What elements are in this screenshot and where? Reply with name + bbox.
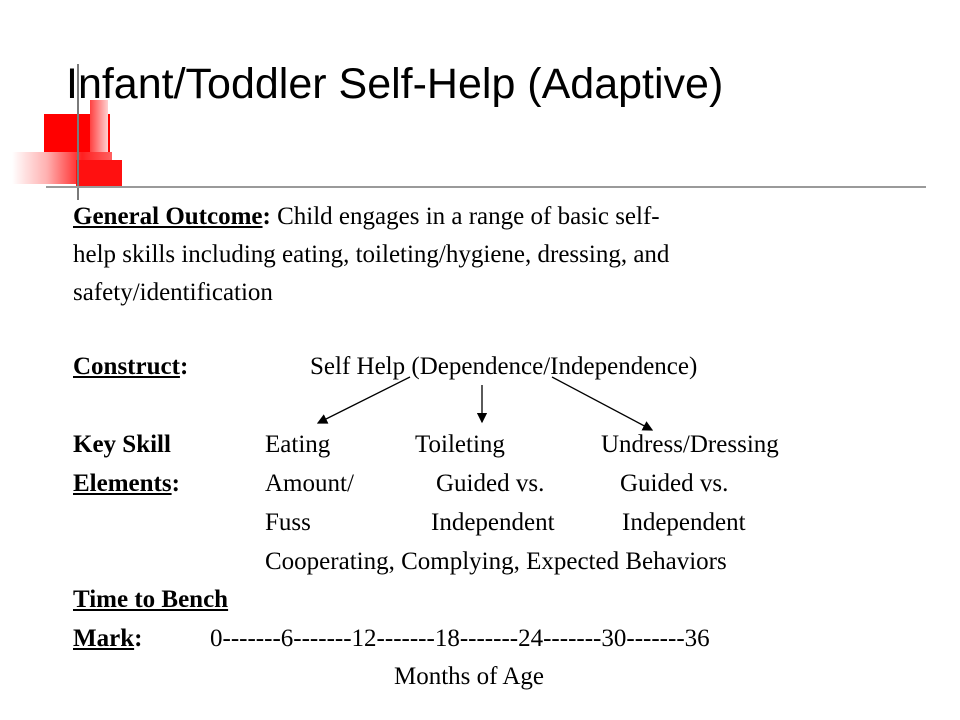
elements-colon: : xyxy=(171,470,180,497)
skill-eating-head: Eating xyxy=(265,431,331,458)
age-scale: 0-------6-------12-------18-------24-------30-------36 xyxy=(210,625,710,652)
elements-label-wrap xyxy=(73,464,180,503)
skill-eating-line2: Fuss xyxy=(265,509,311,536)
arrow-to-eating xyxy=(318,377,410,423)
skill-dressing-head: Undress/Dressing xyxy=(601,431,779,458)
page-title: Infant/Toddler Self-Help (Adaptive) xyxy=(66,60,724,108)
skill-shared-behaviors: Cooperating, Complying, Expected Behaviors xyxy=(265,548,727,575)
skill-dressing-line1: Guided vs. xyxy=(620,470,729,497)
general-outcome-line1: Child engages in a range of basic self- xyxy=(270,203,660,230)
mark-label-wrap xyxy=(73,619,142,658)
construct-label: Construct xyxy=(73,353,180,380)
mark-colon: : xyxy=(134,625,143,652)
age-scale-caption: Months of Age xyxy=(394,663,544,690)
mark-label: Mark xyxy=(73,625,135,652)
skill-toileting-line1: Guided vs. xyxy=(436,470,545,497)
general-outcome-colon: : xyxy=(262,203,271,230)
elements-label: Elements xyxy=(73,470,172,497)
skill-toileting-line2: Independent xyxy=(431,509,555,536)
skill-toileting-head: Toileting xyxy=(415,431,505,458)
general-outcome-label: General Outcome xyxy=(73,203,263,230)
skill-dressing-line2: Independent xyxy=(622,509,746,536)
construct-value: Self Help (Dependence/Independence) xyxy=(310,353,698,380)
skill-eating-line1: Amount/ xyxy=(265,470,354,497)
key-skill-label: Key Skill xyxy=(73,431,171,458)
time-to-bench-label: Time to Bench xyxy=(73,586,229,613)
general-outcome-line2: help skills including eating, toileting/hygiene, dressing, and xyxy=(73,241,670,268)
general-outcome-line3: safety/identification xyxy=(73,279,273,306)
construct-colon: : xyxy=(179,353,189,380)
arrow-to-dressing xyxy=(552,377,652,430)
